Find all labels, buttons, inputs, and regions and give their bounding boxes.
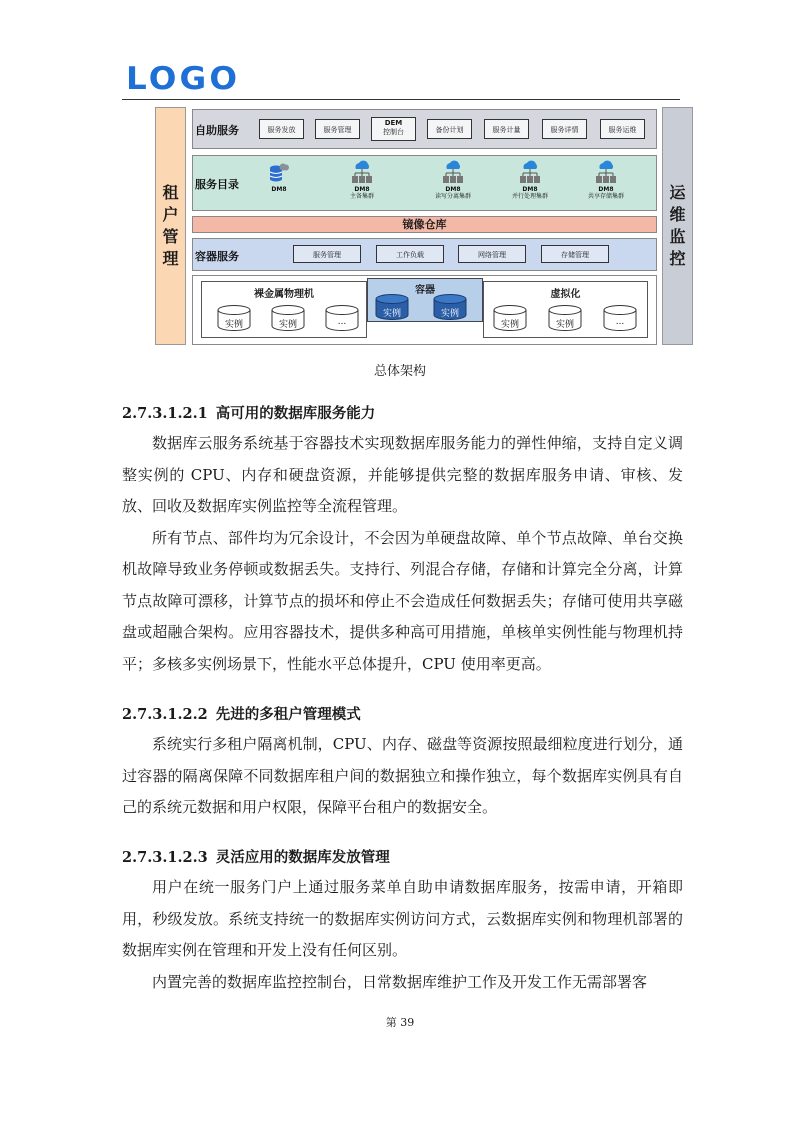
instance-cylinder (216, 304, 252, 332)
catalog-dm8-primary-standby (332, 159, 392, 200)
instance-label: 实例 (500, 320, 519, 330)
logo: LOGO (126, 61, 241, 97)
diagram-caption: 总体架构 (373, 364, 426, 379)
more-cylinder (324, 304, 360, 332)
instance-label: 实例 (278, 320, 297, 330)
infrastructure-layer (192, 275, 657, 345)
self-service-layer (192, 109, 657, 149)
section-title: 高可用的数据库服务能力 (215, 405, 376, 422)
chip-backup-plan: 备份计划 (427, 119, 472, 139)
more-label: ... (615, 317, 625, 327)
more-label: ... (337, 317, 347, 327)
catalog-dm8-bottom: DM8 (271, 186, 287, 193)
catalog-item-bottom: 读写分离集群 (434, 193, 471, 200)
container-group (367, 278, 483, 322)
section-body (122, 428, 683, 680)
header-rule (122, 99, 680, 100)
section-heading (122, 703, 361, 724)
chip-service-issue: 服务发放 (259, 119, 304, 139)
page-number: 第 39 (385, 1016, 415, 1029)
service-catalog-layer (192, 155, 657, 211)
section-number: 2.7.3.1.2.1 (122, 405, 208, 422)
section-number: 2.7.3.1.2.3 (122, 849, 208, 866)
chip-dem-console (371, 117, 416, 141)
chip-service-metering: 服务计量 (484, 119, 529, 139)
catalog-dm8-rw-split (423, 159, 483, 200)
virtualization-group (483, 281, 648, 338)
catalog-item-bottom: 主备集群 (349, 193, 374, 200)
section-heading (122, 402, 375, 423)
dem-line1: DEM (384, 119, 403, 127)
container-instance-label: 实例 (440, 309, 459, 319)
cluster-cloud-icon (441, 159, 465, 185)
catalog-dm8-parallel (500, 159, 560, 200)
container-instance-cylinder (374, 293, 410, 321)
section-body (122, 729, 683, 824)
instance-label: 实例 (555, 320, 574, 330)
chip-service-ops: 服务运维 (600, 119, 645, 139)
architecture-diagram (155, 107, 693, 347)
instance-cylinder (270, 304, 306, 332)
section-title: 灵活应用的数据库发放管理 (215, 849, 390, 866)
instance-label: 实例 (224, 320, 243, 330)
section-heading (122, 846, 390, 867)
chip-cs-service-manage: 服务管理 (293, 245, 361, 263)
chip-cs-workload: 工作负载 (376, 245, 444, 263)
section-title: 先进的多租户管理模式 (215, 706, 361, 723)
section-number: 2.7.3.1.2.2 (122, 706, 208, 723)
container-instance-label: 实例 (382, 309, 401, 319)
bare-metal-group (201, 281, 367, 338)
catalog-item-top: DM8 (522, 186, 538, 193)
cluster-cloud-icon (594, 159, 618, 185)
catalog-dm8-shared-storage (576, 159, 636, 200)
tenant-management-label: 租户管理 (162, 183, 179, 268)
image-repository-layer (192, 216, 657, 233)
ops-monitoring-bar (662, 107, 693, 345)
catalog-item-top: DM8 (445, 186, 461, 193)
dem-line2: 控制台 (383, 128, 404, 136)
ops-monitoring-label: 运维监控 (669, 183, 686, 268)
virtualization-title: 虚拟化 (550, 289, 581, 300)
chip-service-manage: 服务管理 (315, 119, 360, 139)
instance-cylinder (492, 304, 528, 332)
chip-cs-storage: 存储管理 (541, 245, 609, 263)
paragraph: 所有节点、部件均为冗余设计，不会因为单硬盘故障、单个节点故障、单台交换机故障导致业务停顿或数据丢失。支持行、列混合存储，存储和计算完全分离，计算节点故障可漂移，计算节点的损坏和停止不会造成任何数据丢失；存储可使用共享磁盘或超融合架构。应用容器技术，提供多种高可用措施，单核单实例性能与物理机持平；多核多实例场景下，性能水平总体提升，CPU 使用率更高。 (122, 528, 683, 673)
instance-cylinder (547, 304, 583, 332)
catalog-dm8 (249, 161, 309, 193)
self-service-title: 自助服务 (195, 124, 239, 137)
container-service-layer (192, 238, 657, 271)
bare-metal-title: 裸金属物理机 (254, 289, 314, 300)
tenant-management-bar (155, 107, 186, 345)
paragraph: 数据库云服务系统基于容器技术实现数据库服务能力的弹性伸缩，支持自定义调整实例的 CPU、内存和硬盘资源，并能够提供完整的数据库服务申请、审核、发放、回收及数据库实例监控等全流程管理。 (122, 434, 683, 515)
section-body (122, 872, 683, 998)
catalog-title: 服务目录 (195, 178, 239, 191)
container-service-title: 容器服务 (195, 250, 239, 263)
chip-cs-network: 网络管理 (458, 245, 526, 263)
chip-service-detail: 服务详情 (542, 119, 587, 139)
paragraph: 系统实行多租户隔离机制，CPU、内存、磁盘等资源按照最细粒度进行划分，通过容器的隔离保障不同数据库租户间的数据独立和操作独立，每个数据库实例具有自己的系统元数据和用户权限，保障平台租户的数据安全。 (122, 735, 683, 816)
database-cloud-icon (267, 161, 291, 185)
paragraph: 用户在统一服务门户上通过服务菜单自助申请数据库服务，按需申请，开箱即用，秒级发放。系统支持统一的数据库实例访问方式，云数据库实例和物理机部署的数据库实例在管理和开发上没有任何区别。 (122, 878, 683, 959)
catalog-item-bottom: 并行处理集群 (511, 193, 548, 200)
catalog-item-top: DM8 (354, 186, 370, 193)
container-instance-cylinder (432, 293, 468, 321)
container-title: 容器 (415, 285, 435, 296)
paragraph: 内置完善的数据库监控控制台，日常数据库维护工作及开发工作无需部署客 (152, 972, 648, 991)
catalog-item-top: DM8 (598, 186, 614, 193)
more-cylinder (602, 304, 638, 332)
image-repository-title: 镜像仓库 (402, 218, 447, 231)
cluster-cloud-icon (350, 159, 374, 185)
catalog-item-bottom: 共享存储集群 (587, 193, 624, 200)
cluster-cloud-icon (518, 159, 542, 185)
